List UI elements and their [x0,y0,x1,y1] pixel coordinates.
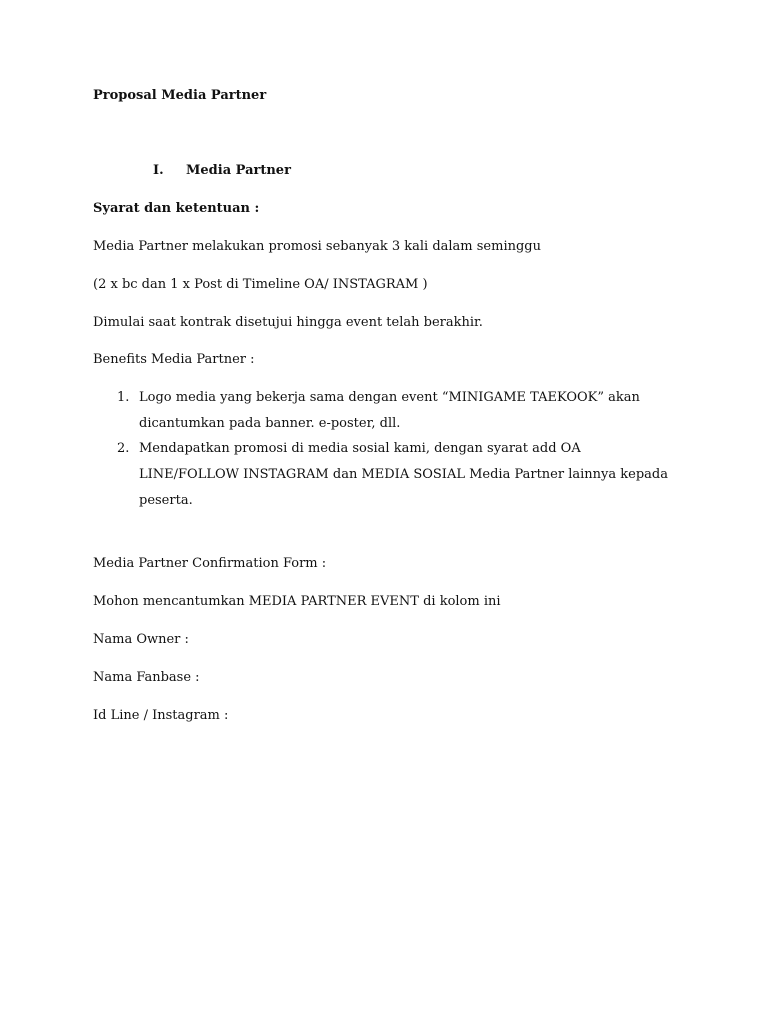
form-field-id-line-instagram: Id Line / Instagram : [93,708,229,723]
benefit-text: Logo media yang bekerja sama dengan event “MINIGAME TAEKOOK” akan dicantumkan pada banner. e-poster, dll. [139,390,640,431]
terms-line-2: (2 x bc dan 1 x Post di Timeline OA/ INSTAGRAM ) [93,277,428,292]
benefit-number: 1. [117,390,130,405]
form-heading: Media Partner Confirmation Form : [93,556,327,571]
document-title: Proposal Media Partner [93,88,267,103]
section-number: I. [153,163,164,178]
form-instruction: Mohon mencantumkan MEDIA PARTNER EVENT di kolom ini [93,594,501,609]
benefit-text: Mendapatkan promosi di media sosial kami, dengan syarat add OA LINE/FOLLOW INSTAGRAM dan MEDIA SOSIAL Media Partner lainnya kepada peserta. [139,441,668,508]
benefit-number: 2. [117,441,130,456]
section-heading [153,163,291,179]
form-field-fanbase: Nama Fanbase : [93,670,200,685]
section-title: Media Partner [186,163,291,178]
benefits-heading: Benefits Media Partner : [93,352,255,367]
form-field-owner: Nama Owner : [93,632,189,647]
terms-line-3: Dimulai saat kontrak disetujui hingga event telah berakhir. [93,315,483,330]
terms-line-1: Media Partner melakukan promosi sebanyak 3 kali dalam seminggu [93,239,541,254]
terms-heading: Syarat dan ketentuan : [93,201,260,216]
